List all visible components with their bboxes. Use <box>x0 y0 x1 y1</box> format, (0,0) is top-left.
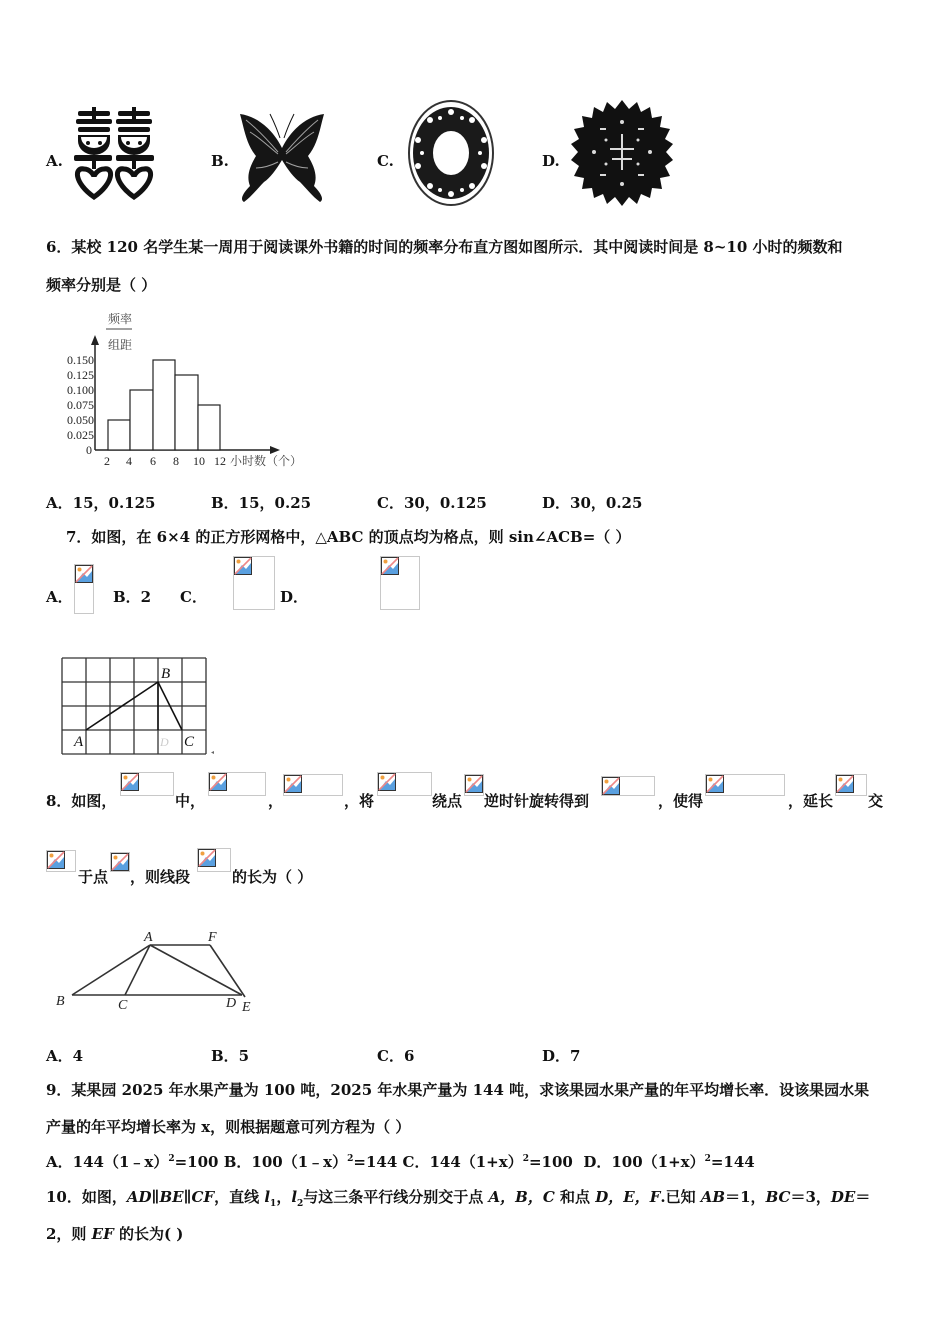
y-axis-label-numerator: 频率 <box>108 312 133 326</box>
q7-option-b[interactable]: B．2 <box>113 588 152 606</box>
q7-stem: 7．如图，在 6×4 的正方形网格中，△ABC 的顶点均为格点，则 sin∠ACB=（ ） <box>66 528 631 546</box>
q5-option-a-label: A. <box>46 152 63 170</box>
svg-text:A: A <box>74 734 84 750</box>
svg-text:0: 0 <box>86 443 92 457</box>
broken-image-placeholder <box>120 772 174 796</box>
broken-image-placeholder <box>233 556 275 610</box>
broken-image-placeholder <box>705 774 785 796</box>
svg-text:4: 4 <box>126 454 132 468</box>
svg-text:8: 8 <box>173 454 179 468</box>
svg-text:B: B <box>56 994 65 1009</box>
q6-option-d[interactable]: D．30，0.25 <box>542 494 643 512</box>
svg-text:0.125: 0.125 <box>67 368 94 382</box>
butterfly-papercut-image <box>236 108 328 203</box>
broken-image-icon <box>378 773 396 791</box>
svg-text:10: 10 <box>193 454 205 468</box>
broken-image-placeholder <box>208 772 266 796</box>
broken-image-placeholder <box>110 852 130 872</box>
broken-image-icon <box>284 775 302 793</box>
broken-image-icon <box>198 849 216 867</box>
q8-option-d[interactable]: D．7 <box>542 1047 581 1065</box>
svg-text:0.100: 0.100 <box>67 383 94 397</box>
q8-option-c[interactable]: C．6 <box>377 1047 415 1065</box>
serrated-round-papercut-image <box>570 98 674 208</box>
x-axis-label: 小时数（个） <box>230 454 303 468</box>
svg-text:D: D <box>160 735 169 749</box>
q6-stem-line1: 6．某校 120 名学生某一周用于阅读课外书籍的时间的频率分布直方图如图所示．其中阅读时间是 8~10 小时的频数和 <box>46 238 843 256</box>
q8-trapezoid-figure <box>50 925 270 1015</box>
q9-option-d[interactable]: D．$100(1+x)^2=144$ <box>583 1153 755 1171</box>
q7-grid-figure <box>58 654 218 758</box>
q9-stem-line2: 产量的年平均增长率为 x，则根据题意可列方程为（ ） <box>46 1118 411 1136</box>
q6-option-a[interactable]: A．15，0.125 <box>46 494 156 512</box>
svg-text:C: C <box>184 734 195 750</box>
broken-image-placeholder <box>74 564 94 614</box>
q7-option-c-label[interactable]: C． <box>180 588 207 606</box>
svg-text:2: 2 <box>104 454 110 468</box>
circular-lace-papercut-image <box>406 98 496 208</box>
broken-image-placeholder <box>377 772 432 796</box>
svg-text:0.150: 0.150 <box>67 353 94 367</box>
svg-text:A: A <box>144 930 153 945</box>
q7-option-a-label[interactable]: A． <box>46 588 73 606</box>
svg-text:F: F <box>208 930 217 945</box>
q9-option-b[interactable]: B．100（1﹣x）$^2$=144 <box>223 1153 398 1171</box>
broken-image-icon <box>602 777 620 795</box>
broken-image-placeholder <box>197 848 231 872</box>
q9-options <box>46 1151 755 1172</box>
q10-stem-line1: 10．如图，AD∥BE∥CF，直线 $l_1$，$l_2$与这三条平行线分别交于点 A，B，C 和点 D，E，F.已知 AB＝1，BC＝3，DE＝ <box>46 1188 871 1209</box>
q8-stem-line2: 于点 ，则线段 的长为（ ） <box>46 848 346 888</box>
broken-image-icon <box>836 775 854 793</box>
frequency-histogram <box>50 305 320 475</box>
broken-image-placeholder <box>46 850 76 872</box>
q5-option-d-label: D. <box>542 152 560 170</box>
broken-image-icon <box>706 775 724 793</box>
q5-option-b-label: B. <box>211 152 229 170</box>
q6-option-b[interactable]: B．15，0.25 <box>211 494 312 512</box>
broken-image-icon <box>381 557 399 575</box>
svg-text:6: 6 <box>150 454 156 468</box>
broken-image-placeholder <box>464 774 484 796</box>
svg-text:0.075: 0.075 <box>67 398 94 412</box>
q5-option-c-label: C. <box>377 152 394 170</box>
broken-image-placeholder <box>835 774 867 796</box>
bar-8-10 <box>175 375 198 450</box>
svg-text:C: C <box>118 998 128 1013</box>
q6-option-c[interactable]: C．30，0.125 <box>377 494 487 512</box>
svg-text:◂: ◂ <box>211 750 215 756</box>
svg-text:E: E <box>242 1000 251 1015</box>
bar-4-6 <box>130 390 153 450</box>
q9-option-c[interactable]: C．$144(1+x)^2=100$ <box>402 1153 573 1171</box>
svg-text:B: B <box>161 666 171 682</box>
svg-text:12: 12 <box>214 454 226 468</box>
bar-6-8 <box>153 360 175 450</box>
broken-image-icon <box>47 851 65 869</box>
svg-text:0.050: 0.050 <box>67 413 94 427</box>
broken-image-icon <box>111 853 129 871</box>
broken-image-placeholder <box>380 556 420 610</box>
svg-text:0.025: 0.025 <box>67 428 94 442</box>
svg-text:D: D <box>226 996 237 1011</box>
broken-image-icon <box>75 565 93 583</box>
bar-2-4 <box>108 420 130 450</box>
broken-image-icon <box>465 775 483 793</box>
q9-option-a[interactable]: A．144（1﹣x）$^2$=100 <box>46 1153 219 1171</box>
broken-image-placeholder <box>283 774 343 796</box>
q10-stem-line2: 2，则 EF 的长为( ) <box>46 1225 184 1243</box>
q7-option-d-label[interactable]: D． <box>280 588 309 606</box>
histogram-bars <box>108 360 220 450</box>
q8-option-b[interactable]: B．5 <box>211 1047 250 1065</box>
q9-stem-line1: 9．某果园 2025 年水果产量为 100 吨，2025 年水果产量为 144 吨，求该果园水果产量的年平均增长率．设该果园水果 <box>46 1081 870 1099</box>
q6-stem-line2: 频率分别是（ ） <box>46 276 157 294</box>
broken-image-placeholder <box>601 776 655 796</box>
y-axis-label-denominator: 组距 <box>108 338 133 352</box>
broken-image-icon <box>209 773 227 791</box>
broken-image-icon <box>234 557 252 575</box>
double-happiness-papercut-image <box>70 105 162 200</box>
bar-10-12 <box>198 405 220 450</box>
broken-image-icon <box>121 773 139 791</box>
q8-option-a[interactable]: A．4 <box>46 1047 84 1065</box>
